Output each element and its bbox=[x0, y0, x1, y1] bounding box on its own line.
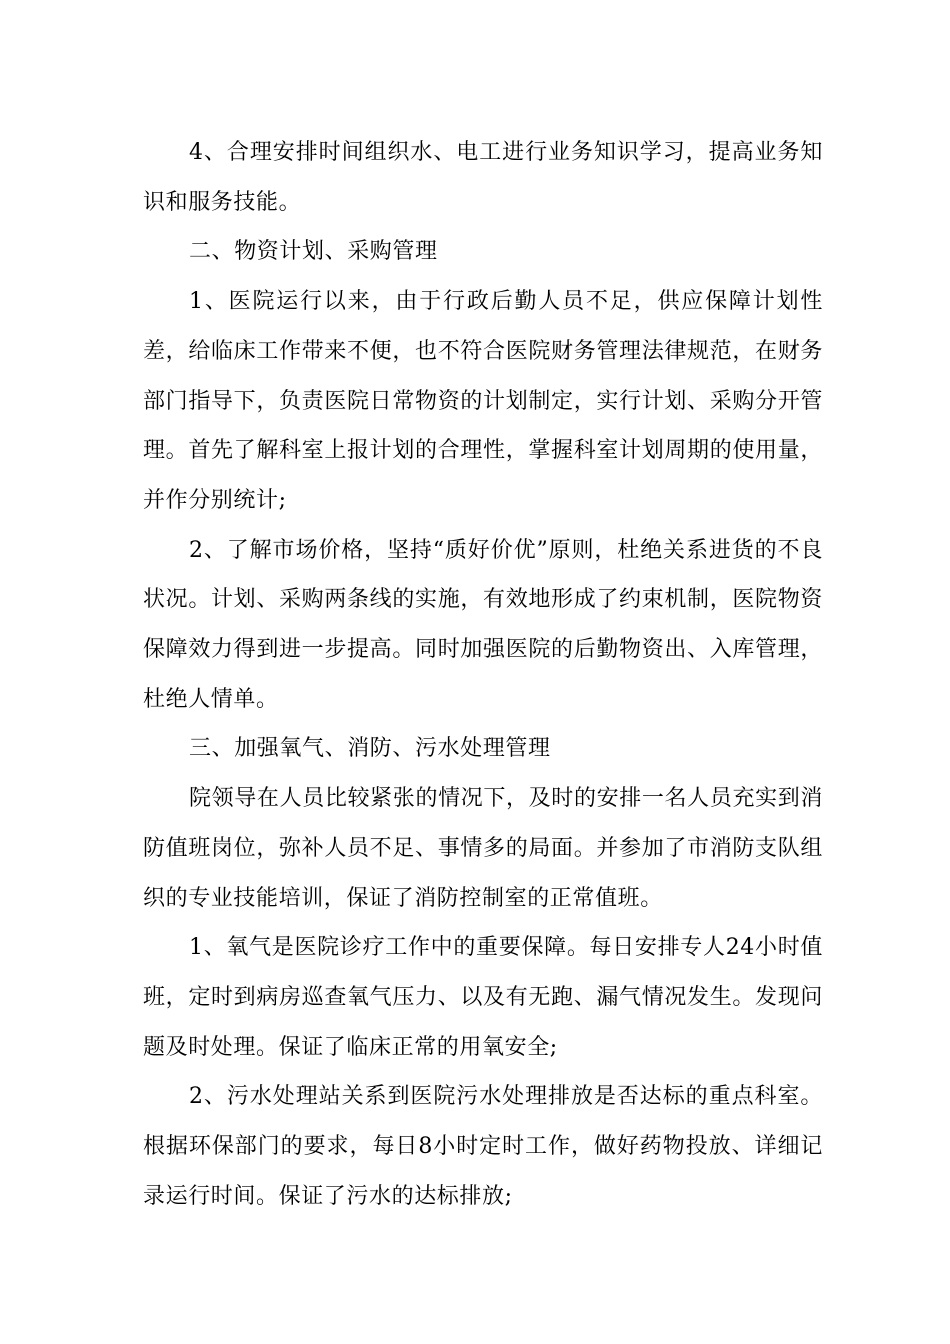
section-heading-3: 三、加强氧气、消防、污水处理管理 bbox=[189, 736, 551, 762]
paragraph-item-4: 4、合理安排时间组织水、电工进行业务知识学习，提高业务知识和服务技能。 bbox=[143, 140, 823, 215]
paragraph-item-1-oxygen: 1、氧气是医院诊疗工作中的重要保障。每日安排专人24小时值班，定时到病房巡查氧气压力、以及有无跑、漏气情况发生。发现问题及时处理。保证了临床正常的用氧安全; bbox=[143, 935, 823, 1060]
paragraph-item-2-market: 2、了解市场价格，坚持“质好价优”原则，杜绝关系进货的不良状况。计划、采购两条线的实施，有效地形成了约束机制，医院物资保障效力得到进一步提高。同时加强医院的后勤物资出、入库管理，杜绝人情单。 bbox=[143, 537, 823, 712]
section-heading-2: 二、物资计划、采购管理 bbox=[189, 239, 438, 265]
paragraph-fire-duty: 院领导在人员比较紧张的情况下，及时的安排一名人员充实到消防值班岗位，弥补人员不足、事情多的局面。并参加了市消防支队组织的专业技能培训，保证了消防控制室的正常值班。 bbox=[143, 786, 823, 911]
paragraph-item-2-sewage: 2、污水处理站关系到医院污水处理排放是否达标的重点科室。根据环保部门的要求，每日8小时定时工作，做好药物投放、详细记录运行时间。保证了污水的达标排放; bbox=[143, 1084, 823, 1209]
paragraph-item-1-planning: 1、医院运行以来，由于行政后勤人员不足，供应保障计划性差，给临床工作带来不便，也不符合医院财务管理法律规范，在财务部门指导下，负责医院日常物资的计划制定，实行计划、采购分开管理。首先了解科室上报计划的合理性，掌握科室计划周期的使用量，并作分别统计; bbox=[143, 289, 823, 513]
document-body bbox=[143, 128, 823, 1221]
